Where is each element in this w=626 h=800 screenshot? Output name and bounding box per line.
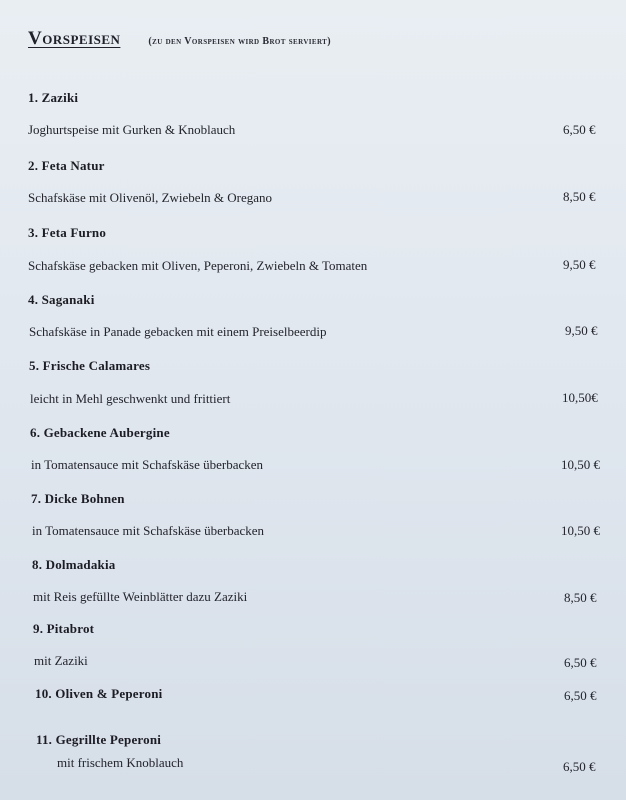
item-11-description: mit frischem Knoblauch bbox=[57, 755, 184, 770]
section-title: Vorspeisen bbox=[28, 28, 121, 49]
item-11-price: 6,50 € bbox=[563, 759, 596, 774]
item-10-price: 6,50 € bbox=[564, 688, 597, 703]
menu-heading bbox=[28, 28, 331, 50]
item-3-title: 3. Feta Furno bbox=[28, 225, 107, 240]
item-6-title: 6. Gebackene Aubergine bbox=[30, 425, 170, 440]
item-9-title: 9. Pitabrot bbox=[33, 621, 95, 636]
item-7-price: 10,50 € bbox=[561, 523, 600, 538]
item-9-price: 6,50 € bbox=[564, 655, 597, 670]
item-5-price: 10,50€ bbox=[562, 390, 598, 405]
item-3-description: Schafskäse gebacken mit Oliven, Peperoni, Zwiebeln & Tomaten bbox=[28, 258, 368, 273]
item-1-price: 6,50 € bbox=[563, 122, 596, 137]
item-7-title: 7. Dicke Bohnen bbox=[31, 491, 125, 506]
item-2-price: 8,50 € bbox=[563, 189, 596, 204]
item-6-price: 10,50 € bbox=[561, 457, 600, 472]
item-3-price: 9,50 € bbox=[563, 257, 596, 272]
section-note: (zu den Vorspeisen wird Brot serviert) bbox=[148, 36, 331, 47]
item-10-title: 10. Oliven & Peperoni bbox=[35, 686, 163, 701]
item-4-description: Schafskäse in Panade gebacken mit einem Preiselbeerdip bbox=[29, 324, 327, 339]
item-9-description: mit Zaziki bbox=[34, 653, 88, 668]
item-8-title: 8. Dolmadakia bbox=[32, 557, 116, 572]
item-2-title: 2. Feta Natur bbox=[28, 158, 105, 173]
item-4-title: 4. Saganaki bbox=[28, 292, 95, 307]
item-8-description: mit Reis gefüllte Weinblätter dazu Zaziki bbox=[33, 589, 248, 604]
item-2-description: Schafskäse mit Olivenöl, Zwiebeln & Oregano bbox=[28, 190, 273, 205]
item-5-description: leicht in Mehl geschwenkt und frittiert bbox=[30, 391, 231, 406]
item-8-price: 8,50 € bbox=[564, 590, 597, 605]
item-1-description: Joghurtspeise mit Gurken & Knoblauch bbox=[28, 122, 236, 137]
item-5-title: 5. Frische Calamares bbox=[29, 358, 151, 373]
item-1-title: 1. Zaziki bbox=[28, 90, 79, 105]
item-7-description: in Tomatensauce mit Schafskäse überbacken bbox=[32, 523, 265, 538]
item-11-title: 11. Gegrillte Peperoni bbox=[36, 732, 162, 747]
item-4-price: 9,50 € bbox=[565, 323, 598, 338]
item-6-description: in Tomatensauce mit Schafskäse überbacken bbox=[31, 457, 264, 472]
